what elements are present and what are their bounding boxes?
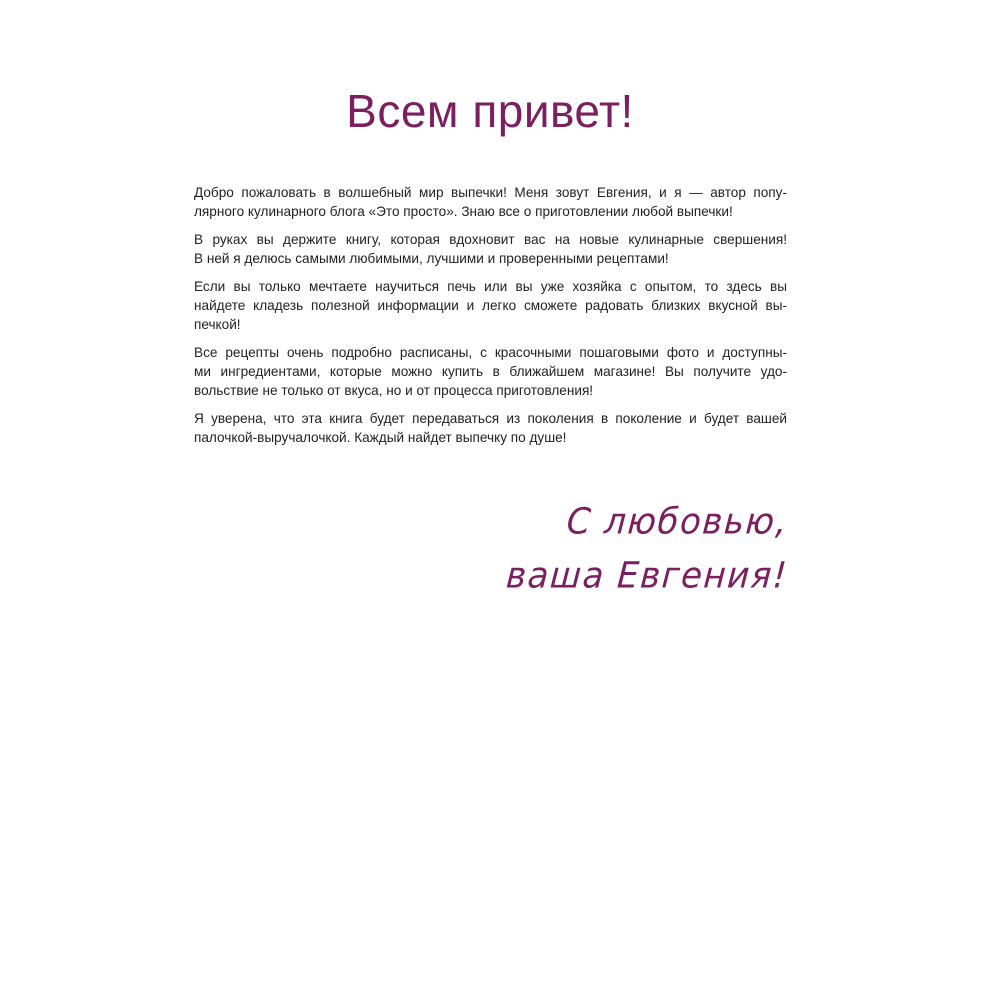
signature-line-2: ваша Евгения! — [504, 554, 790, 598]
paragraph-experience — [194, 277, 787, 334]
paragraph-welcome — [194, 183, 787, 221]
text-line: печкой! — [194, 317, 241, 332]
signature-line-1: С любовью, — [565, 500, 790, 544]
paragraph-recipes — [194, 343, 787, 400]
text-line: В ней я делюсь самыми любимыми, лучшими и проверенными рецептами! — [194, 251, 669, 266]
text-line: В руках вы держите книгу, которая вдохновит вас на новые кулинарные свершения! — [194, 232, 787, 247]
paragraph-book — [194, 230, 787, 268]
handwritten-signature — [468, 495, 788, 603]
text-line: найдете кладезь полезной информации и легко сможете радовать близких вкусной вы- — [194, 298, 787, 313]
paragraph-closing — [194, 409, 787, 447]
text-line: Я уверена, что эта книга будет передаваться из поколения в поколение и будет вашей — [194, 411, 787, 426]
intro-text — [194, 183, 787, 456]
text-line: Если вы только мечтаете научиться печь или вы уже хозяйка с опытом, то здесь вы — [194, 279, 787, 294]
text-line: вольствие не только от вкуса, но и от процесса приготовления! — [194, 383, 594, 398]
text-line: ми ингредиентами, которые можно купить в ближайшем магазине! Вы получите удо- — [194, 364, 787, 379]
text-line: Добро пожаловать в волшебный мир выпечки! Меня зовут Евгения, и я — автор попу- — [194, 185, 787, 200]
text-line: палочкой-выручалочкой. Каждый найдет выпечку по душе! — [194, 430, 567, 445]
page-title: Всем привет! — [346, 85, 634, 137]
text-line: лярного кулинарного блога «Это просто». Знаю все о приготовлении любой выпечки! — [194, 204, 733, 219]
text-line: Все рецепты очень подробно расписаны, с красочными пошаговыми фото и доступны- — [194, 345, 787, 360]
